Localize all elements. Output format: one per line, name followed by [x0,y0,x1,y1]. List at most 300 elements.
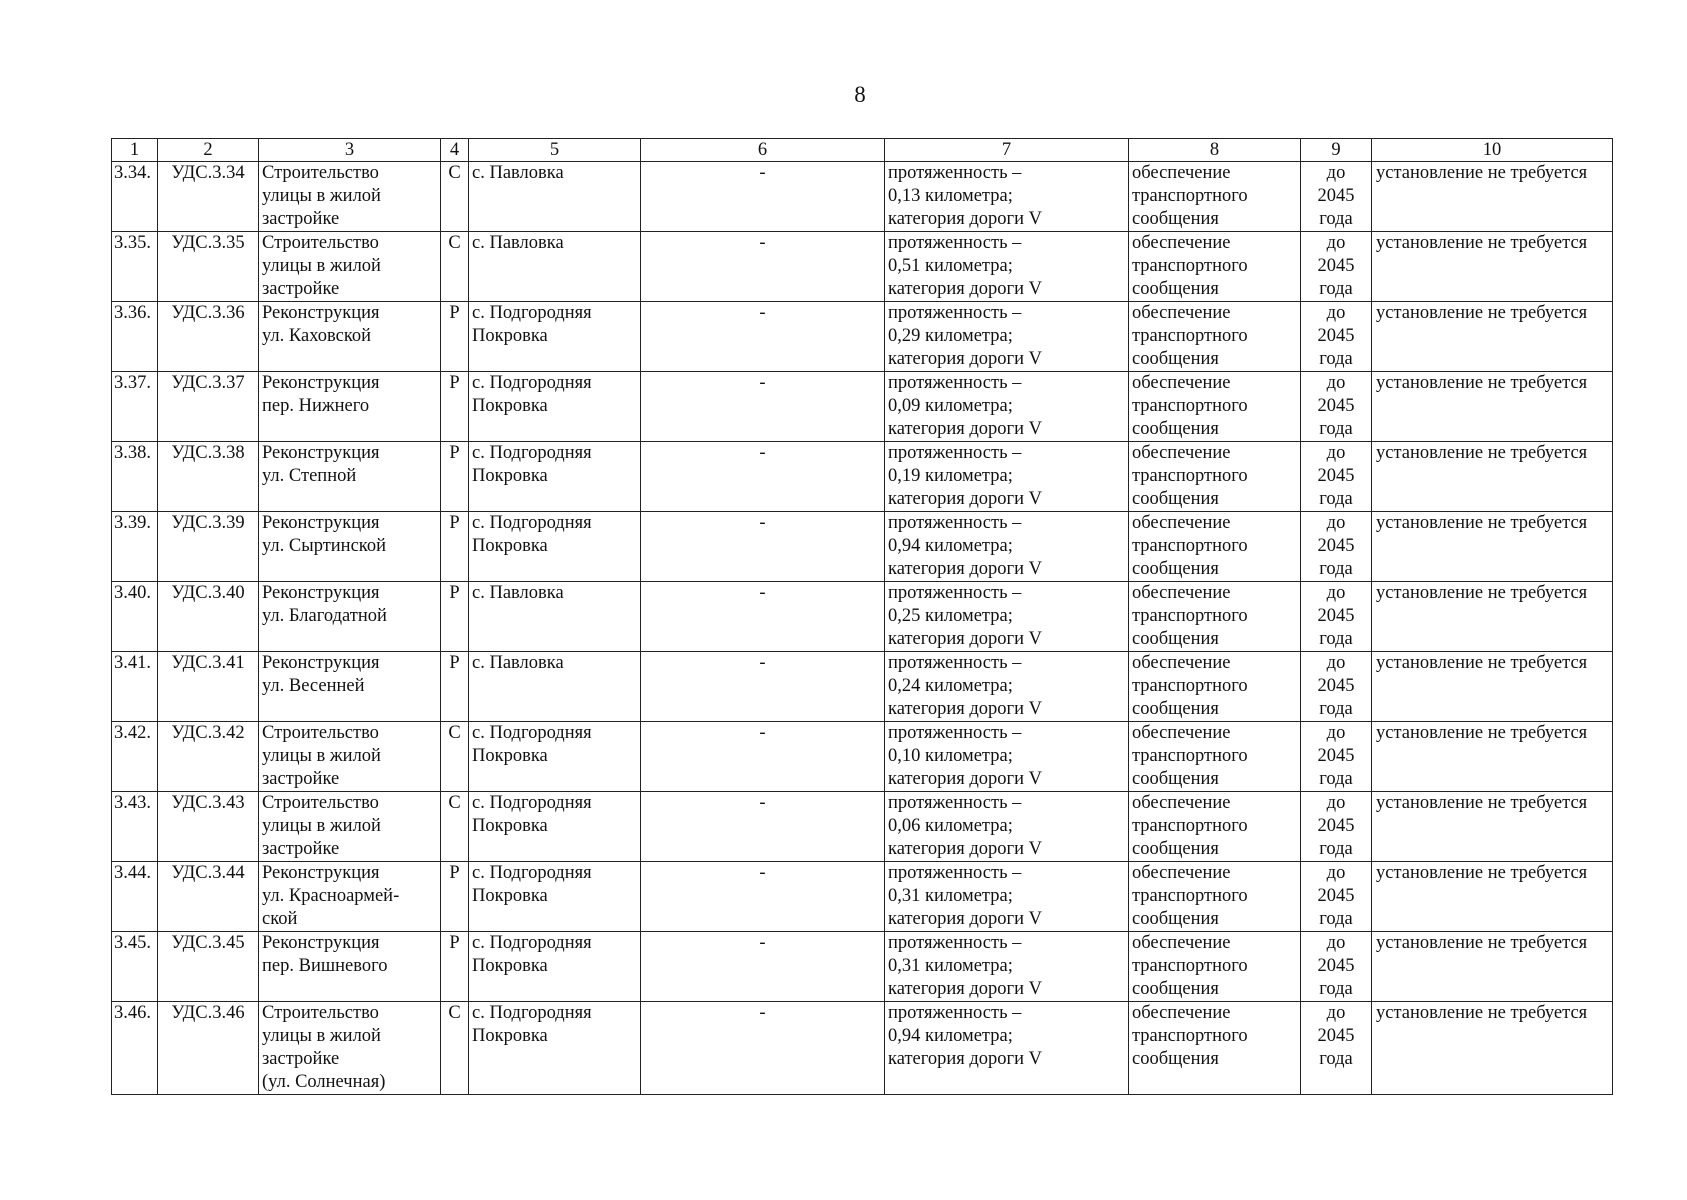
column-header-8: 8 [1129,139,1301,162]
object-name-line: ул. Весенней [262,676,365,696]
deadline-cell [1301,652,1372,722]
deadline-line: до [1326,863,1346,883]
deadline-cell [1301,442,1372,512]
purpose-line: обеспечение [1132,373,1231,393]
object-parameters-cell [885,162,1129,232]
deadline-line: 2045 [1317,326,1355,346]
object-parameters-line: протяженность – [888,163,1022,183]
location-line: с. Подгородняя [472,933,592,953]
object-parameters-cell [885,442,1129,512]
purpose-line: обеспечение [1132,723,1231,743]
purpose-cell [1129,302,1301,372]
purpose-line: сообщения [1132,909,1219,929]
row-number-cell: 3.41. [112,652,158,722]
purpose-line: транспортного [1132,536,1248,556]
deadline-line: 2045 [1317,186,1355,206]
object-parameters-line: протяженность – [888,513,1022,533]
object-parameters-cell [885,722,1129,792]
deadline-line: до [1326,723,1346,743]
deadline-line: до [1326,653,1346,673]
purpose-line: сообщения [1132,559,1219,579]
work-type-cell: Р [441,512,469,582]
object-parameters-line: категория дороги V [888,349,1043,369]
object-name-line: улицы в жилой [262,816,381,836]
deadline-cell [1301,792,1372,862]
deadline-cell [1301,582,1372,652]
column-6-value-cell: - [641,512,885,582]
deadline-line: года [1319,629,1353,649]
column-header-10: 10 [1372,139,1613,162]
location-cell [469,372,641,442]
object-name-cell [259,582,441,652]
object-parameters-line: протяженность – [888,233,1022,253]
table-row [112,862,1613,932]
column-header-6: 6 [641,139,885,162]
deadline-line: до [1326,513,1346,533]
object-name-cell [259,932,441,1002]
location-line: с. Подгородняя [472,513,592,533]
location-cell [469,512,641,582]
object-parameters-line: 0,19 километра; [888,466,1013,486]
column-6-value-cell: - [641,862,885,932]
location-line: с. Подгородняя [472,1003,592,1023]
object-parameters-line: протяженность – [888,443,1022,463]
work-type-cell: С [441,792,469,862]
deadline-line: года [1319,839,1353,859]
purpose-line: обеспечение [1132,583,1231,603]
location-line: с. Подгородняя [472,723,592,743]
deadline-cell [1301,162,1372,232]
deadline-line: 2045 [1317,886,1355,906]
object-name-line: Реконструкция [262,303,380,323]
object-name-line: ул. Красноармей- [262,886,400,906]
object-code-cell: УДС.3.46 [158,1002,259,1095]
column-header-9: 9 [1301,139,1372,162]
location-line: с. Подгородняя [472,793,592,813]
purpose-line: сообщения [1132,629,1219,649]
object-parameters-line: протяженность – [888,1003,1022,1023]
object-name-line: (ул. Солнечная) [262,1072,386,1092]
work-type-cell: С [441,162,469,232]
table-row [112,792,1613,862]
object-name-line: ул. Каховской [262,326,372,346]
zone-status-cell: установление не требуется [1372,1002,1613,1095]
location-line: с. Подгородняя [472,303,592,323]
location-line: Покровка [472,956,548,976]
object-name-line: ской [262,909,298,929]
deadline-line: до [1326,163,1346,183]
object-name-line: ул. Степной [262,466,357,486]
object-code-cell: УДС.3.41 [158,652,259,722]
object-parameters-cell [885,372,1129,442]
location-cell [469,442,641,512]
object-parameters-line: категория дороги V [888,1049,1043,1069]
purpose-cell [1129,372,1301,442]
table-row [112,932,1613,1002]
purpose-line: транспортного [1132,1026,1248,1046]
object-parameters-line: категория дороги V [888,629,1043,649]
object-parameters-line: категория дороги V [888,489,1043,509]
object-code-cell: УДС.3.35 [158,232,259,302]
purpose-line: сообщения [1132,279,1219,299]
column-6-value-cell: - [641,302,885,372]
table-row [112,512,1613,582]
table-row [112,1002,1613,1095]
object-name-line: пер. Вишневого [262,956,388,976]
location-cell [469,792,641,862]
object-parameters-cell [885,932,1129,1002]
purpose-line: сообщения [1132,839,1219,859]
purpose-line: транспортного [1132,676,1248,696]
purpose-cell [1129,722,1301,792]
row-number-cell: 3.35. [112,232,158,302]
deadline-cell [1301,372,1372,442]
purpose-line: транспортного [1132,396,1248,416]
purpose-line: обеспечение [1132,653,1231,673]
object-code-cell: УДС.3.42 [158,722,259,792]
zone-status-cell: установление не требуется [1372,162,1613,232]
object-code-cell: УДС.3.43 [158,792,259,862]
deadline-line: до [1326,373,1346,393]
object-parameters-line: 0,51 километра; [888,256,1013,276]
location-line: Покровка [472,1026,548,1046]
location-cell [469,232,641,302]
object-parameters-line: протяженность – [888,583,1022,603]
row-number-cell: 3.37. [112,372,158,442]
purpose-line: обеспечение [1132,793,1231,813]
object-parameters-line: 0,24 километра; [888,676,1013,696]
table-row [112,302,1613,372]
zone-status-cell: установление не требуется [1372,722,1613,792]
object-name-line: Строительство [262,1003,379,1023]
deadline-line: года [1319,489,1353,509]
object-name-line: ул. Сыртинской [262,536,386,556]
deadline-line: до [1326,583,1346,603]
object-name-line: Строительство [262,723,379,743]
table-row [112,372,1613,442]
deadline-cell [1301,232,1372,302]
purpose-line: транспортного [1132,956,1248,976]
location-line: Покровка [472,886,548,906]
page-number: 8 [854,82,866,107]
location-cell [469,302,641,372]
zone-status-cell: установление не требуется [1372,372,1613,442]
object-parameters-line: протяженность – [888,303,1022,323]
object-name-cell [259,162,441,232]
object-parameters-line: протяженность – [888,863,1022,883]
location-cell [469,722,641,792]
deadline-line: 2045 [1317,466,1355,486]
object-name-line: Реконструкция [262,863,380,883]
object-name-line: ул. Благодатной [262,606,387,626]
object-name-line: Реконструкция [262,443,380,463]
object-parameters-line: категория дороги V [888,209,1043,229]
deadline-line: до [1326,933,1346,953]
object-name-cell [259,722,441,792]
deadline-line: до [1326,443,1346,463]
work-type-cell: С [441,722,469,792]
object-parameters-cell [885,862,1129,932]
zone-status-cell: установление не требуется [1372,302,1613,372]
object-code-cell: УДС.3.38 [158,442,259,512]
deadline-line: 2045 [1317,536,1355,556]
purpose-line: обеспечение [1132,933,1231,953]
purpose-cell [1129,652,1301,722]
deadline-line: года [1319,769,1353,789]
row-number-cell: 3.36. [112,302,158,372]
object-parameters-line: протяженность – [888,793,1022,813]
object-name-cell [259,1002,441,1095]
location-cell [469,652,641,722]
location-cell [469,932,641,1002]
column-6-value-cell: - [641,372,885,442]
object-parameters-line: категория дороги V [888,559,1043,579]
object-parameters-line: протяженность – [888,723,1022,743]
object-name-line: застройке [262,279,340,299]
purpose-line: сообщения [1132,1049,1219,1069]
purpose-line: обеспечение [1132,303,1231,323]
deadline-line: до [1326,233,1346,253]
object-parameters-cell [885,792,1129,862]
deadline-line: 2045 [1317,746,1355,766]
zone-status-cell: установление не требуется [1372,512,1613,582]
column-6-value-cell: - [641,582,885,652]
purpose-line: сообщения [1132,209,1219,229]
table-row [112,442,1613,512]
column-6-value-cell: - [641,652,885,722]
purpose-line: транспортного [1132,256,1248,276]
deadline-line: до [1326,1003,1346,1023]
object-parameters-line: категория дороги V [888,769,1043,789]
object-parameters-cell [885,232,1129,302]
purpose-cell [1129,232,1301,302]
object-parameters-line: 0,94 километра; [888,536,1013,556]
object-code-cell: УДС.3.39 [158,512,259,582]
purpose-line: транспортного [1132,886,1248,906]
row-number-cell: 3.38. [112,442,158,512]
row-number-cell: 3.45. [112,932,158,1002]
location-line: с. Павловка [472,583,564,603]
purpose-cell [1129,582,1301,652]
column-header-4: 4 [441,139,469,162]
object-code-cell: УДС.3.40 [158,582,259,652]
object-parameters-cell [885,652,1129,722]
table-header-row [112,139,1613,162]
purpose-line: обеспечение [1132,443,1231,463]
deadline-cell [1301,302,1372,372]
object-name-line: Реконструкция [262,933,380,953]
object-name-line: улицы в жилой [262,186,381,206]
table-row [112,162,1613,232]
object-name-line: Строительство [262,793,379,813]
deadline-line: года [1319,979,1353,999]
object-name-cell [259,512,441,582]
column-6-value-cell: - [641,162,885,232]
deadline-line: года [1319,559,1353,579]
row-number-cell: 3.40. [112,582,158,652]
purpose-line: сообщения [1132,769,1219,789]
purpose-line: обеспечение [1132,233,1231,253]
location-cell [469,862,641,932]
purpose-line: транспортного [1132,746,1248,766]
work-type-cell: Р [441,932,469,1002]
object-parameters-line: 0,25 километра; [888,606,1013,626]
column-6-value-cell: - [641,932,885,1002]
object-code-cell: УДС.3.34 [158,162,259,232]
zone-status-cell: установление не требуется [1372,652,1613,722]
purpose-line: транспортного [1132,606,1248,626]
purpose-cell [1129,512,1301,582]
object-name-line: Строительство [262,233,379,253]
purpose-line: обеспечение [1132,163,1231,183]
location-line: Покровка [472,396,548,416]
location-line: Покровка [472,326,548,346]
object-parameters-line: категория дороги V [888,699,1043,719]
deadline-cell [1301,862,1372,932]
deadline-line: года [1319,1049,1353,1069]
zone-status-cell: установление не требуется [1372,792,1613,862]
object-name-cell [259,792,441,862]
zone-status-cell: установление не требуется [1372,582,1613,652]
location-line: с. Павловка [472,163,564,183]
column-6-value-cell: - [641,232,885,302]
object-parameters-cell [885,512,1129,582]
work-type-cell: Р [441,862,469,932]
object-name-cell [259,302,441,372]
work-type-cell: С [441,232,469,302]
object-parameters-line: 0,94 километра; [888,1026,1013,1046]
work-type-cell: Р [441,582,469,652]
deadline-cell [1301,512,1372,582]
purpose-line: сообщения [1132,489,1219,509]
object-code-cell: УДС.3.45 [158,932,259,1002]
object-code-cell: УДС.3.44 [158,862,259,932]
object-parameters-line: протяженность – [888,653,1022,673]
row-number-cell: 3.42. [112,722,158,792]
object-parameters-line: 0,10 километра; [888,746,1013,766]
planning-table [111,138,1613,1095]
object-name-cell [259,372,441,442]
purpose-cell [1129,862,1301,932]
deadline-line: года [1319,279,1353,299]
location-cell [469,582,641,652]
object-name-line: Реконструкция [262,583,380,603]
row-number-cell: 3.39. [112,512,158,582]
deadline-line: 2045 [1317,816,1355,836]
row-number-cell: 3.46. [112,1002,158,1095]
purpose-line: обеспечение [1132,863,1231,883]
object-name-cell [259,232,441,302]
object-name-line: Реконструкция [262,653,380,673]
location-line: с. Подгородняя [472,863,592,883]
location-line: с. Павловка [472,653,564,673]
deadline-line: 2045 [1317,956,1355,976]
deadline-line: года [1319,349,1353,369]
object-parameters-line: 0,06 километра; [888,816,1013,836]
work-type-cell: Р [441,302,469,372]
purpose-line: обеспечение [1132,513,1231,533]
work-type-cell: Р [441,442,469,512]
object-parameters-line: 0,31 километра; [888,886,1013,906]
deadline-line: 2045 [1317,1026,1355,1046]
purpose-cell [1129,442,1301,512]
purpose-line: обеспечение [1132,1003,1231,1023]
object-parameters-line: категория дороги V [888,279,1043,299]
table-row [112,722,1613,792]
row-number-cell: 3.43. [112,792,158,862]
column-6-value-cell: - [641,1002,885,1095]
object-name-line: пер. Нижнего [262,396,370,416]
deadline-line: 2045 [1317,256,1355,276]
object-parameters-line: категория дороги V [888,419,1043,439]
zone-status-cell: установление не требуется [1372,232,1613,302]
location-line: с. Павловка [472,233,564,253]
column-6-value-cell: - [641,792,885,862]
location-line: с. Подгородняя [472,443,592,463]
column-6-value-cell: - [641,442,885,512]
deadline-line: до [1326,303,1346,323]
table-row [112,582,1613,652]
deadline-cell [1301,932,1372,1002]
deadline-line: года [1319,909,1353,929]
object-name-line: улицы в жилой [262,256,381,276]
object-parameters-line: протяженность – [888,933,1022,953]
zone-status-cell: установление не требуется [1372,442,1613,512]
purpose-line: сообщения [1132,349,1219,369]
table-row [112,232,1613,302]
location-cell [469,162,641,232]
object-code-cell: УДС.3.36 [158,302,259,372]
object-name-line: застройке [262,769,340,789]
object-name-line: Строительство [262,163,379,183]
deadline-cell [1301,1002,1372,1095]
purpose-cell [1129,162,1301,232]
location-line: Покровка [472,466,548,486]
purpose-line: сообщения [1132,699,1219,719]
location-line: Покровка [472,816,548,836]
purpose-line: транспортного [1132,186,1248,206]
purpose-line: транспортного [1132,326,1248,346]
object-name-cell [259,862,441,932]
object-name-line: застройке [262,209,340,229]
deadline-line: 2045 [1317,676,1355,696]
object-code-cell: УДС.3.37 [158,372,259,442]
column-header-3: 3 [259,139,441,162]
row-number-cell: 3.34. [112,162,158,232]
object-name-line: улицы в жилой [262,746,381,766]
object-parameters-line: 0,29 километра; [888,326,1013,346]
object-name-line: Реконструкция [262,373,380,393]
deadline-line: 2045 [1317,396,1355,416]
object-parameters-line: 0,13 километра; [888,186,1013,206]
column-header-1: 1 [112,139,158,162]
object-name-cell [259,652,441,722]
object-name-line: застройке [262,1049,340,1069]
column-header-5: 5 [469,139,641,162]
object-parameters-line: категория дороги V [888,979,1043,999]
purpose-cell [1129,1002,1301,1095]
purpose-cell [1129,932,1301,1002]
deadline-line: 2045 [1317,606,1355,626]
object-parameters-line: категория дороги V [888,839,1043,859]
purpose-line: транспортного [1132,816,1248,836]
object-parameters-line: протяженность – [888,373,1022,393]
location-line: Покровка [472,746,548,766]
object-name-line: улицы в жилой [262,1026,381,1046]
column-6-value-cell: - [641,722,885,792]
object-name-line: застройке [262,839,340,859]
location-line: Покровка [472,536,548,556]
